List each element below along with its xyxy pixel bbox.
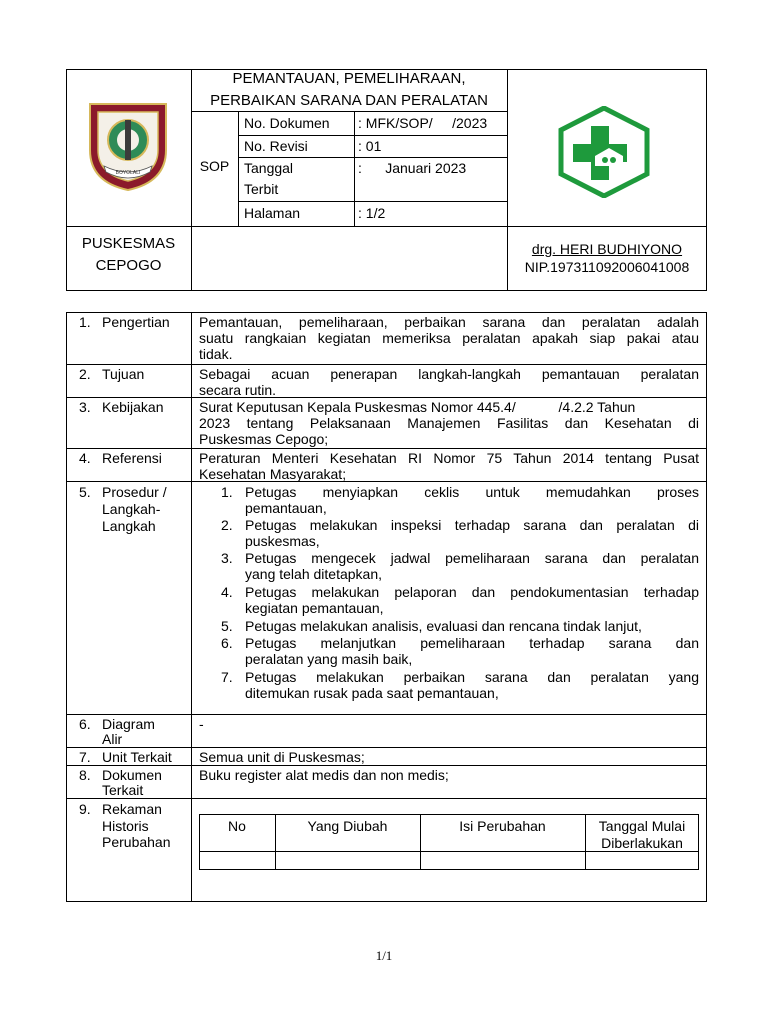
s9-label-3: Perubahan [102, 834, 171, 850]
s1-line-1: Pemantauan, pemeliharaan, perbaikan sarana dan peralatan adalah [199, 314, 699, 330]
s2-label: Tujuan [102, 366, 145, 382]
s4-num: 4. [79, 450, 91, 466]
step-line-b: peralatan yang masih baik, [245, 651, 413, 667]
meta-value-rev: : 01 [358, 138, 382, 154]
meta-label-date-1: Tanggal [244, 160, 294, 176]
rev-header-date-2: Diberlakukan [601, 835, 683, 851]
s7-content: Semua unit di Puskesmas; [199, 749, 365, 765]
s1-line-3: tidak. [199, 346, 233, 362]
title-line-2: PERBAIKAN SARANA DAN PERALATAN [210, 92, 488, 109]
s8-num: 8. [79, 767, 91, 783]
step-line-a: Petugas melakukan pelaporan dan pendokumentasian terhadap [245, 584, 699, 600]
step-num: 7. [221, 669, 233, 685]
s8-label-2: Terkait [102, 782, 144, 798]
meta-label-doc: No. Dokumen [244, 115, 330, 131]
step-num: 5. [221, 618, 233, 634]
s5-label-3: Langkah [102, 518, 156, 534]
s3-label: Kebijakan [102, 399, 164, 415]
meta-label-rev: No. Revisi [244, 138, 308, 154]
s3-line-2: 2023 tentang Pelaksanaan Manajemen Fasilitas dan Kesehatan di [199, 415, 699, 431]
step-num: 2. [221, 517, 233, 533]
s4-label: Referensi [102, 450, 162, 466]
s6-content: - [199, 716, 204, 732]
step-num: 4. [221, 584, 233, 600]
meta-label-date-2: Terbit [244, 181, 279, 197]
s7-num: 7. [79, 749, 91, 765]
sop-label: SOP [199, 158, 230, 174]
s4-line-1: Peraturan Menteri Kesehatan RI Nomor 75 Tahun 2014 tentang Pusat [199, 450, 699, 466]
s6-num: 6. [79, 716, 91, 732]
step-line-b: kegiatan pemantauan, [245, 600, 384, 616]
page-number: 1/1 [375, 948, 393, 963]
s5-num: 5. [79, 484, 91, 500]
s2-line-2: secara rutin. [199, 382, 277, 398]
s3-num: 3. [79, 399, 91, 415]
s1-num: 1. [79, 314, 91, 330]
step-line-b: pemantauan, [245, 500, 327, 516]
s2-num: 2. [79, 366, 91, 382]
step-line-a: Petugas melakukan perbaikan sarana dan peralatan yang [245, 669, 699, 685]
s9-num: 9. [79, 801, 91, 817]
org-line-1: PUSKESMAS [81, 235, 176, 252]
signatory-nip: NIP.197311092006041008 [524, 259, 690, 275]
s3-line-1: Surat Keputusan Kepala Puskesmas Nomor 445.4/ /4.2.2 Tahun [199, 399, 636, 415]
signatory-name: drg. HERI BUDHIYONO [531, 241, 683, 257]
step-line-a: Petugas melanjutkan pemeliharaan terhadap sarana dan [245, 635, 699, 651]
step-line-b: puskesmas, [245, 533, 320, 549]
s3-line-3: Puskesmas Cepogo; [199, 431, 329, 447]
s8-label-1: Dokumen [102, 767, 162, 783]
step-line-a: Petugas melakukan inspeksi terhadap sarana dan peralatan di [245, 517, 699, 533]
crest-logo [88, 100, 168, 192]
rev-header-content: Isi Perubahan [459, 818, 546, 834]
s5-label-2: Langkah- [102, 501, 161, 517]
rev-header-changed: Yang Diubah [307, 818, 388, 834]
s9-label-2: Historis [102, 818, 149, 834]
step-line-a: Petugas mengecek jadwal pemeliharaan sarana dan peralatan [245, 550, 699, 566]
org-line-2: CEPOGO [95, 257, 162, 274]
crest-logo-text: BOYOLALI [115, 170, 141, 176]
puskesmas-logo [557, 106, 651, 198]
step-num: 6. [221, 635, 233, 651]
rev-header-date-1: Tanggal Mulai [598, 818, 686, 834]
step-num: 1. [221, 484, 233, 500]
s6-label-1: Diagram [102, 716, 155, 732]
meta-label-page: Halaman [244, 205, 301, 221]
step-line-a: Petugas menyiapkan ceklis untuk memudahkan proses [245, 484, 699, 500]
s7-label: Unit Terkait [102, 749, 172, 765]
step-line-b: ditemukan rusak pada saat pemantauan, [245, 685, 499, 701]
s1-label: Pengertian [102, 314, 170, 330]
rev-header-no: No [228, 818, 246, 834]
s8-content: Buku register alat medis dan non medis; [199, 767, 449, 783]
step-num: 3. [221, 550, 233, 566]
meta-value-date: : Januari 2023 [358, 160, 467, 176]
meta-value-page: : 1/2 [358, 205, 386, 221]
s4-line-2: Kesehatan Masyarakat; [199, 466, 347, 482]
s5-label-1: Prosedur / [102, 484, 167, 500]
step-line-b: yang telah ditetapkan, [245, 566, 382, 582]
s1-line-2: suatu rangkaian kegiatan memeriksa peralatan apakah siap pakai atau [199, 330, 699, 346]
meta-value-doc: : MFK/SOP/ /2023 [358, 115, 488, 131]
s6-label-2: Alir [102, 731, 123, 747]
title-line-1: PEMANTAUAN, PEMELIHARAAN, [232, 70, 466, 87]
step-line-a: Petugas melakukan analisis, evaluasi dan rencana tindak lanjut, [245, 618, 642, 634]
s9-label-1: Rekaman [102, 801, 162, 817]
s2-line-1: Sebagai acuan penerapan langkah-langkah pemantauan peralatan [199, 366, 699, 382]
